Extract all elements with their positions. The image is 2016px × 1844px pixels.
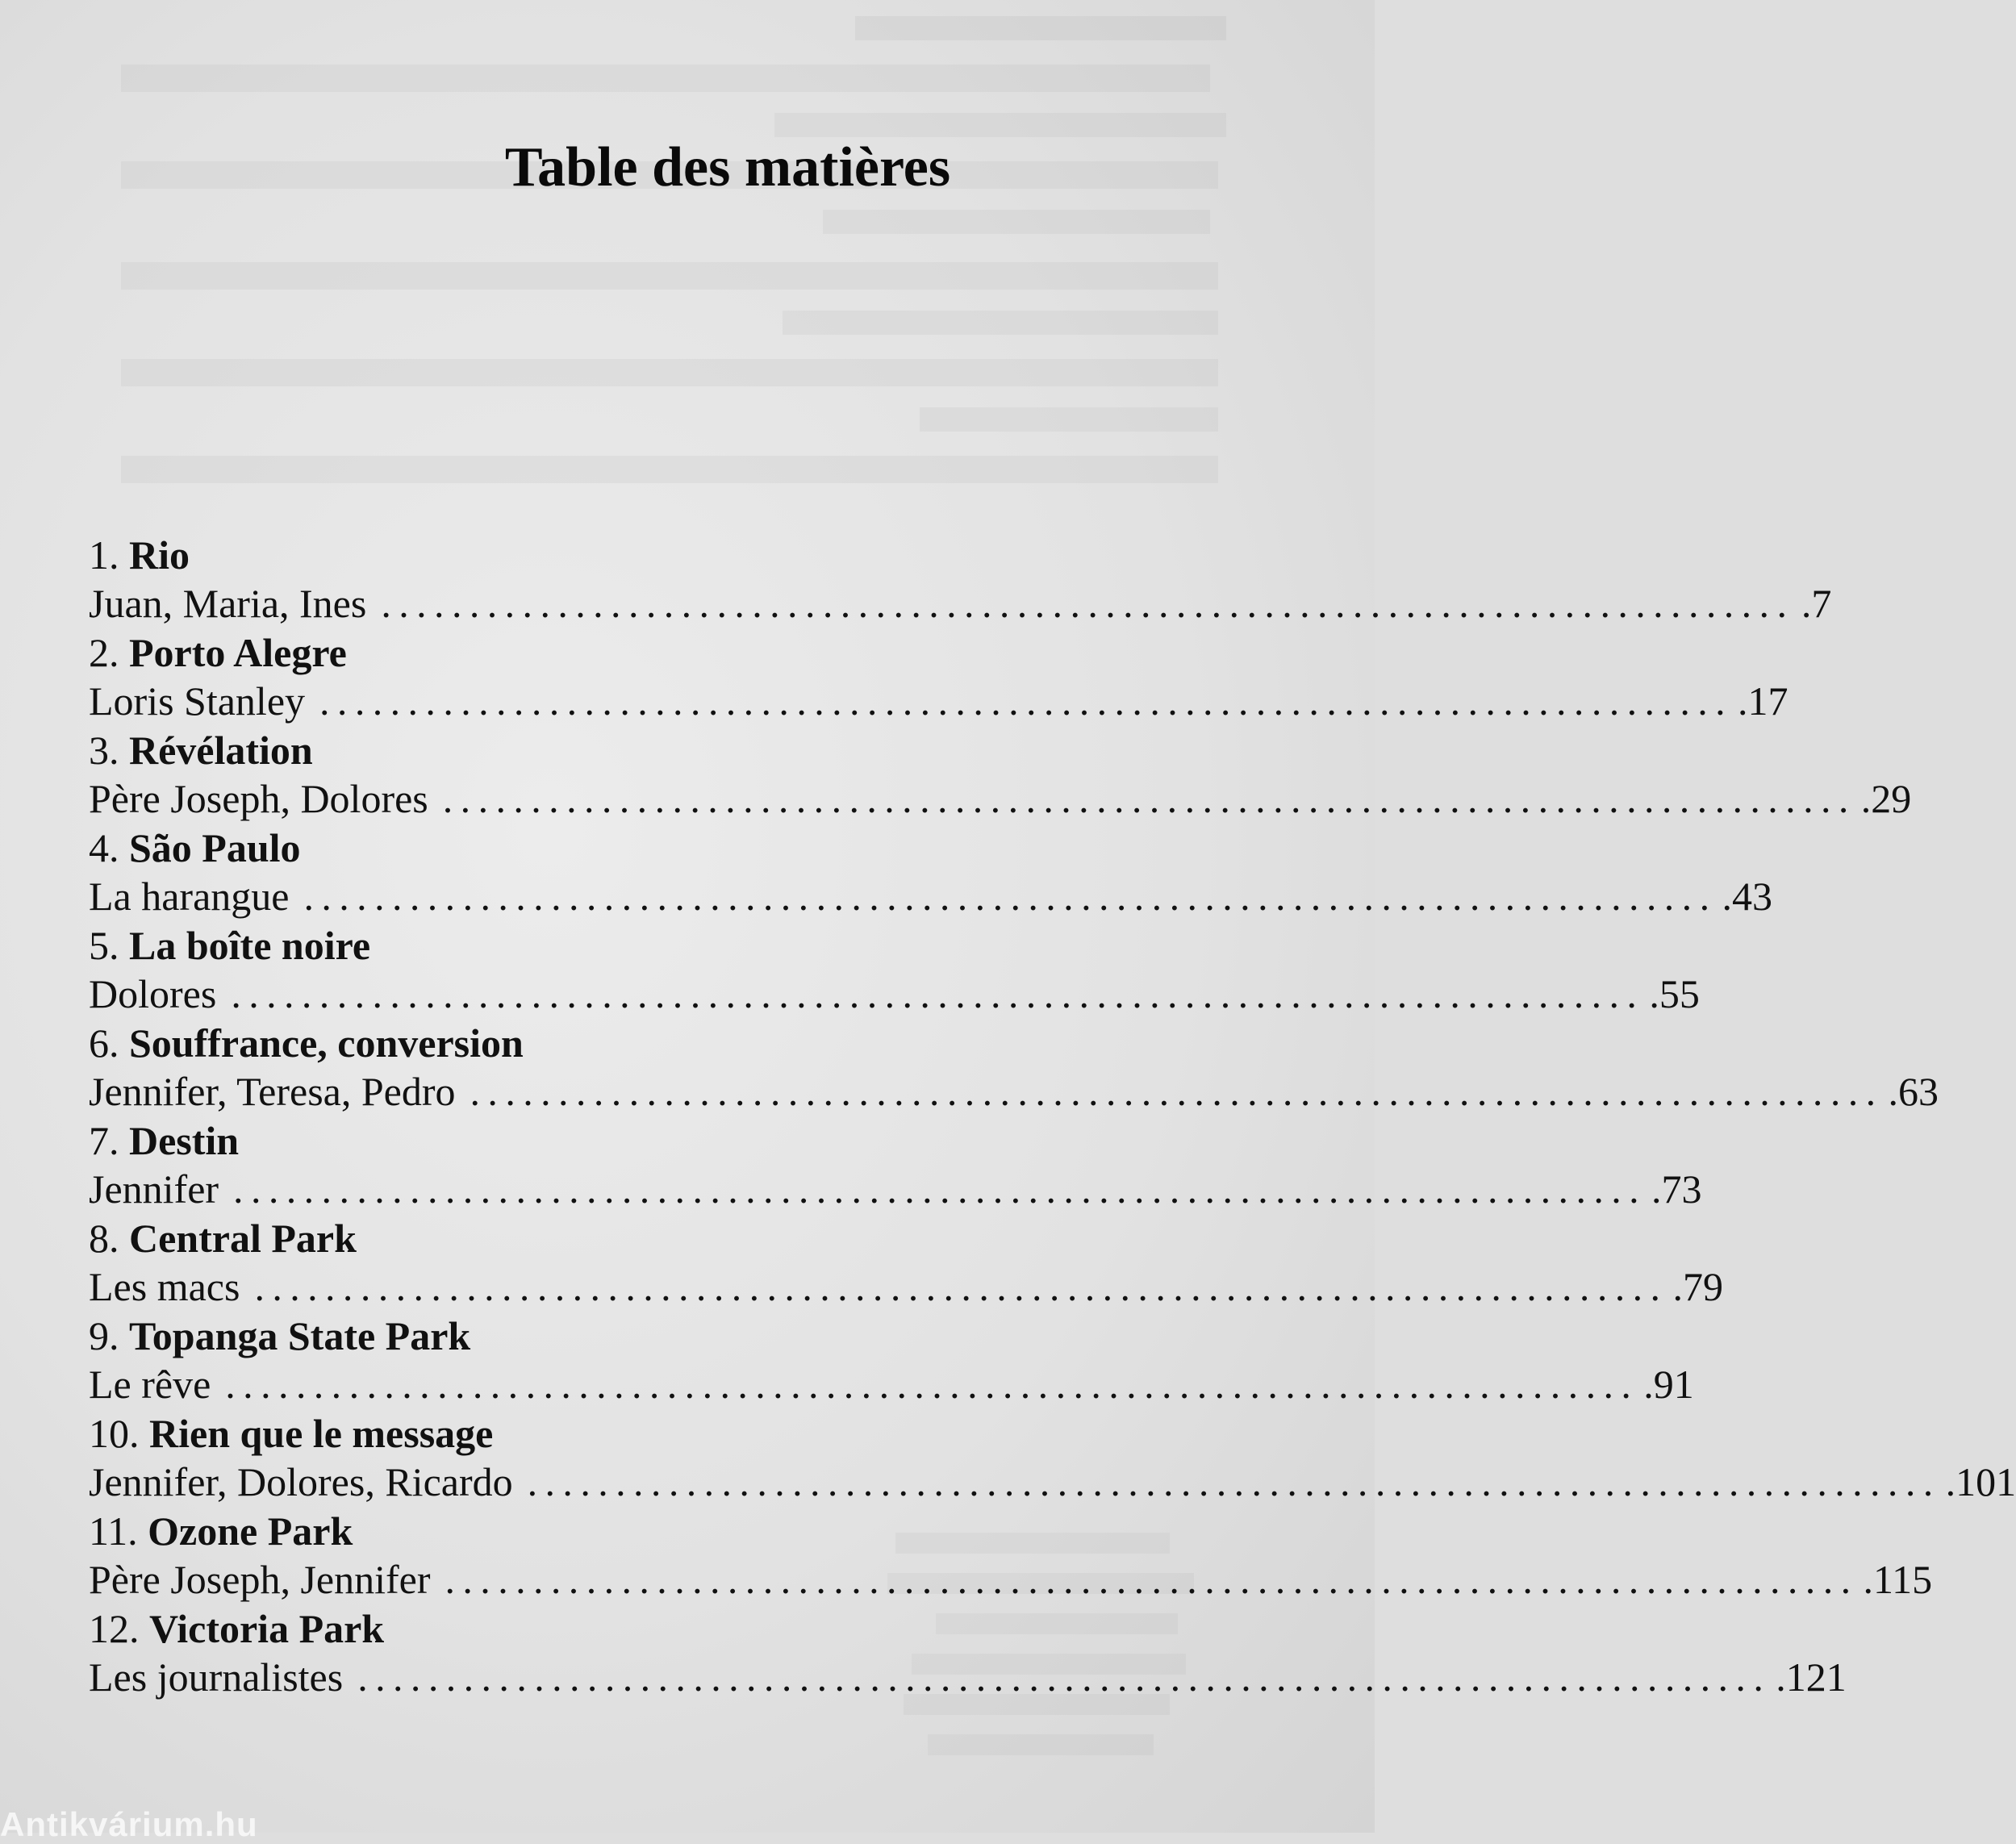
chapter-heading (89, 1019, 1202, 1067)
toc-entry (89, 1019, 1939, 1116)
page-number: .55 (1649, 971, 1700, 1016)
chapter-heading (89, 1312, 1202, 1360)
chapter-characters: Jennifer (89, 1166, 219, 1212)
chapter-characters: Dolores (89, 971, 217, 1016)
chapter-heading (89, 726, 1202, 774)
page-number: .7 (1801, 581, 1832, 626)
toc-entry (89, 628, 1789, 726)
chapter-number: 6. (89, 1020, 119, 1066)
chapter-number: 4. (89, 825, 119, 870)
page-number: .43 (1722, 874, 1772, 919)
toc-entry (89, 824, 1772, 921)
chapter-title: Rio (129, 532, 190, 578)
chapter-characters: Loris Stanley (89, 678, 306, 724)
chapter-characters: Le rêve (89, 1362, 211, 1407)
chapter-title: São Paulo (129, 825, 301, 870)
watermark: Antikvárium.hu (0, 1805, 258, 1843)
dot-leader: ................................................................................ (303, 874, 1718, 919)
dot-leader: ................................................................................ (470, 1069, 1884, 1114)
chapter-title: Destin (129, 1118, 240, 1163)
chapter-number: 2. (89, 630, 119, 675)
show-through (783, 311, 1218, 335)
show-through (121, 359, 1218, 386)
page-number: .121 (1776, 1654, 1847, 1700)
chapter-characters: Père Joseph, Dolores (89, 776, 428, 821)
chapter-number: 9. (89, 1313, 119, 1358)
dot-leader: ................................................................................ (442, 776, 1856, 821)
toc-entry (89, 1312, 1694, 1409)
table-of-contents (89, 531, 2016, 1702)
dot-leader: ................................................................................ (381, 581, 1795, 626)
show-through (774, 113, 1226, 137)
chapter-title: Révélation (129, 728, 313, 773)
dot-leader: ................................................................................ (357, 1654, 1772, 1700)
page-number: .63 (1888, 1069, 1939, 1114)
show-through (928, 1734, 1154, 1755)
toc-entry (89, 921, 1700, 1019)
chapter-title: Porto Alegre (129, 630, 347, 675)
chapter-heading (89, 1214, 1202, 1262)
page-title (0, 136, 1375, 200)
show-through (855, 16, 1226, 40)
toc-entry (89, 1116, 1702, 1214)
chapter-number: 12. (89, 1606, 140, 1651)
page-number: .79 (1672, 1264, 1723, 1309)
chapter-heading (89, 1409, 1202, 1458)
page-number: .29 (1860, 776, 1912, 821)
chapter-heading (89, 628, 1202, 677)
page-number: .101 (1945, 1459, 2016, 1504)
chapter-number: 10. (89, 1411, 140, 1456)
chapter-title: Souffrance, conversion (129, 1020, 524, 1066)
toc-entry (89, 1409, 2016, 1507)
page-number: .17 (1738, 678, 1789, 724)
dot-leader: ................................................................................ (527, 1459, 1941, 1504)
chapter-title: Central Park (129, 1216, 357, 1261)
chapter-detail-row (89, 1067, 1939, 1116)
chapter-detail-row (89, 774, 1912, 824)
chapter-characters: Jennifer, Dolores, Ricardo (89, 1459, 513, 1504)
chapter-title: Victoria Park (149, 1606, 385, 1651)
show-through (920, 407, 1218, 432)
chapter-number: 1. (89, 532, 119, 578)
chapter-heading (89, 1604, 1202, 1653)
dot-leader: ................................................................................ (319, 678, 1734, 724)
toc-entry (89, 1507, 1933, 1604)
page-title-text: Table des matières (504, 136, 951, 198)
chapter-detail-row (89, 872, 1772, 921)
chapter-heading (89, 1507, 1202, 1555)
chapter-detail-row (89, 1165, 1702, 1214)
chapter-detail-row (89, 970, 1700, 1019)
show-through (823, 210, 1210, 234)
chapter-characters: La harangue (89, 874, 290, 919)
toc-entry (89, 1214, 1723, 1312)
dot-leader: ................................................................................ (231, 971, 1645, 1016)
show-through (121, 262, 1218, 290)
chapter-detail-row (89, 579, 1832, 628)
toc-entry (89, 726, 1912, 824)
chapter-characters: Père Joseph, Jennifer (89, 1557, 431, 1602)
chapter-detail-row (89, 1262, 1723, 1312)
chapter-title: Topanga State Park (129, 1313, 471, 1358)
chapter-title: Ozone Park (148, 1508, 353, 1554)
chapter-number: 8. (89, 1216, 119, 1261)
toc-entry (89, 1604, 1847, 1702)
toc-entry (89, 531, 1832, 628)
chapter-detail-row (89, 1458, 2016, 1507)
page-number: .91 (1643, 1362, 1694, 1407)
chapter-number: 3. (89, 728, 119, 773)
chapter-characters: Jennifer, Teresa, Pedro (89, 1069, 456, 1114)
chapter-detail-row (89, 1653, 1847, 1702)
chapter-number: 11. (89, 1508, 138, 1554)
chapter-detail-row (89, 1555, 1933, 1604)
chapter-heading (89, 1116, 1202, 1165)
chapter-number: 7. (89, 1118, 119, 1163)
dot-leader: ................................................................................ (254, 1264, 1668, 1309)
chapter-title: La boîte noire (129, 923, 371, 968)
chapter-heading (89, 824, 1202, 872)
chapter-heading (89, 531, 1202, 579)
show-through (121, 65, 1210, 92)
chapter-number: 5. (89, 923, 119, 968)
show-through (121, 456, 1218, 483)
chapter-characters: Les journalistes (89, 1654, 344, 1700)
dot-leader: ................................................................................ (233, 1166, 1647, 1212)
chapter-detail-row (89, 1360, 1694, 1409)
chapter-heading (89, 921, 1202, 970)
dot-leader: ................................................................................ (445, 1557, 1859, 1602)
page-number: .73 (1651, 1166, 1702, 1212)
chapter-title: Rien que le message (149, 1411, 494, 1456)
chapter-characters: Les macs (89, 1264, 240, 1309)
chapter-characters: Juan, Maria, Ines (89, 581, 367, 626)
dot-leader: ................................................................................ (225, 1362, 1639, 1407)
page-number: .115 (1863, 1557, 1933, 1602)
chapter-detail-row (89, 677, 1789, 726)
